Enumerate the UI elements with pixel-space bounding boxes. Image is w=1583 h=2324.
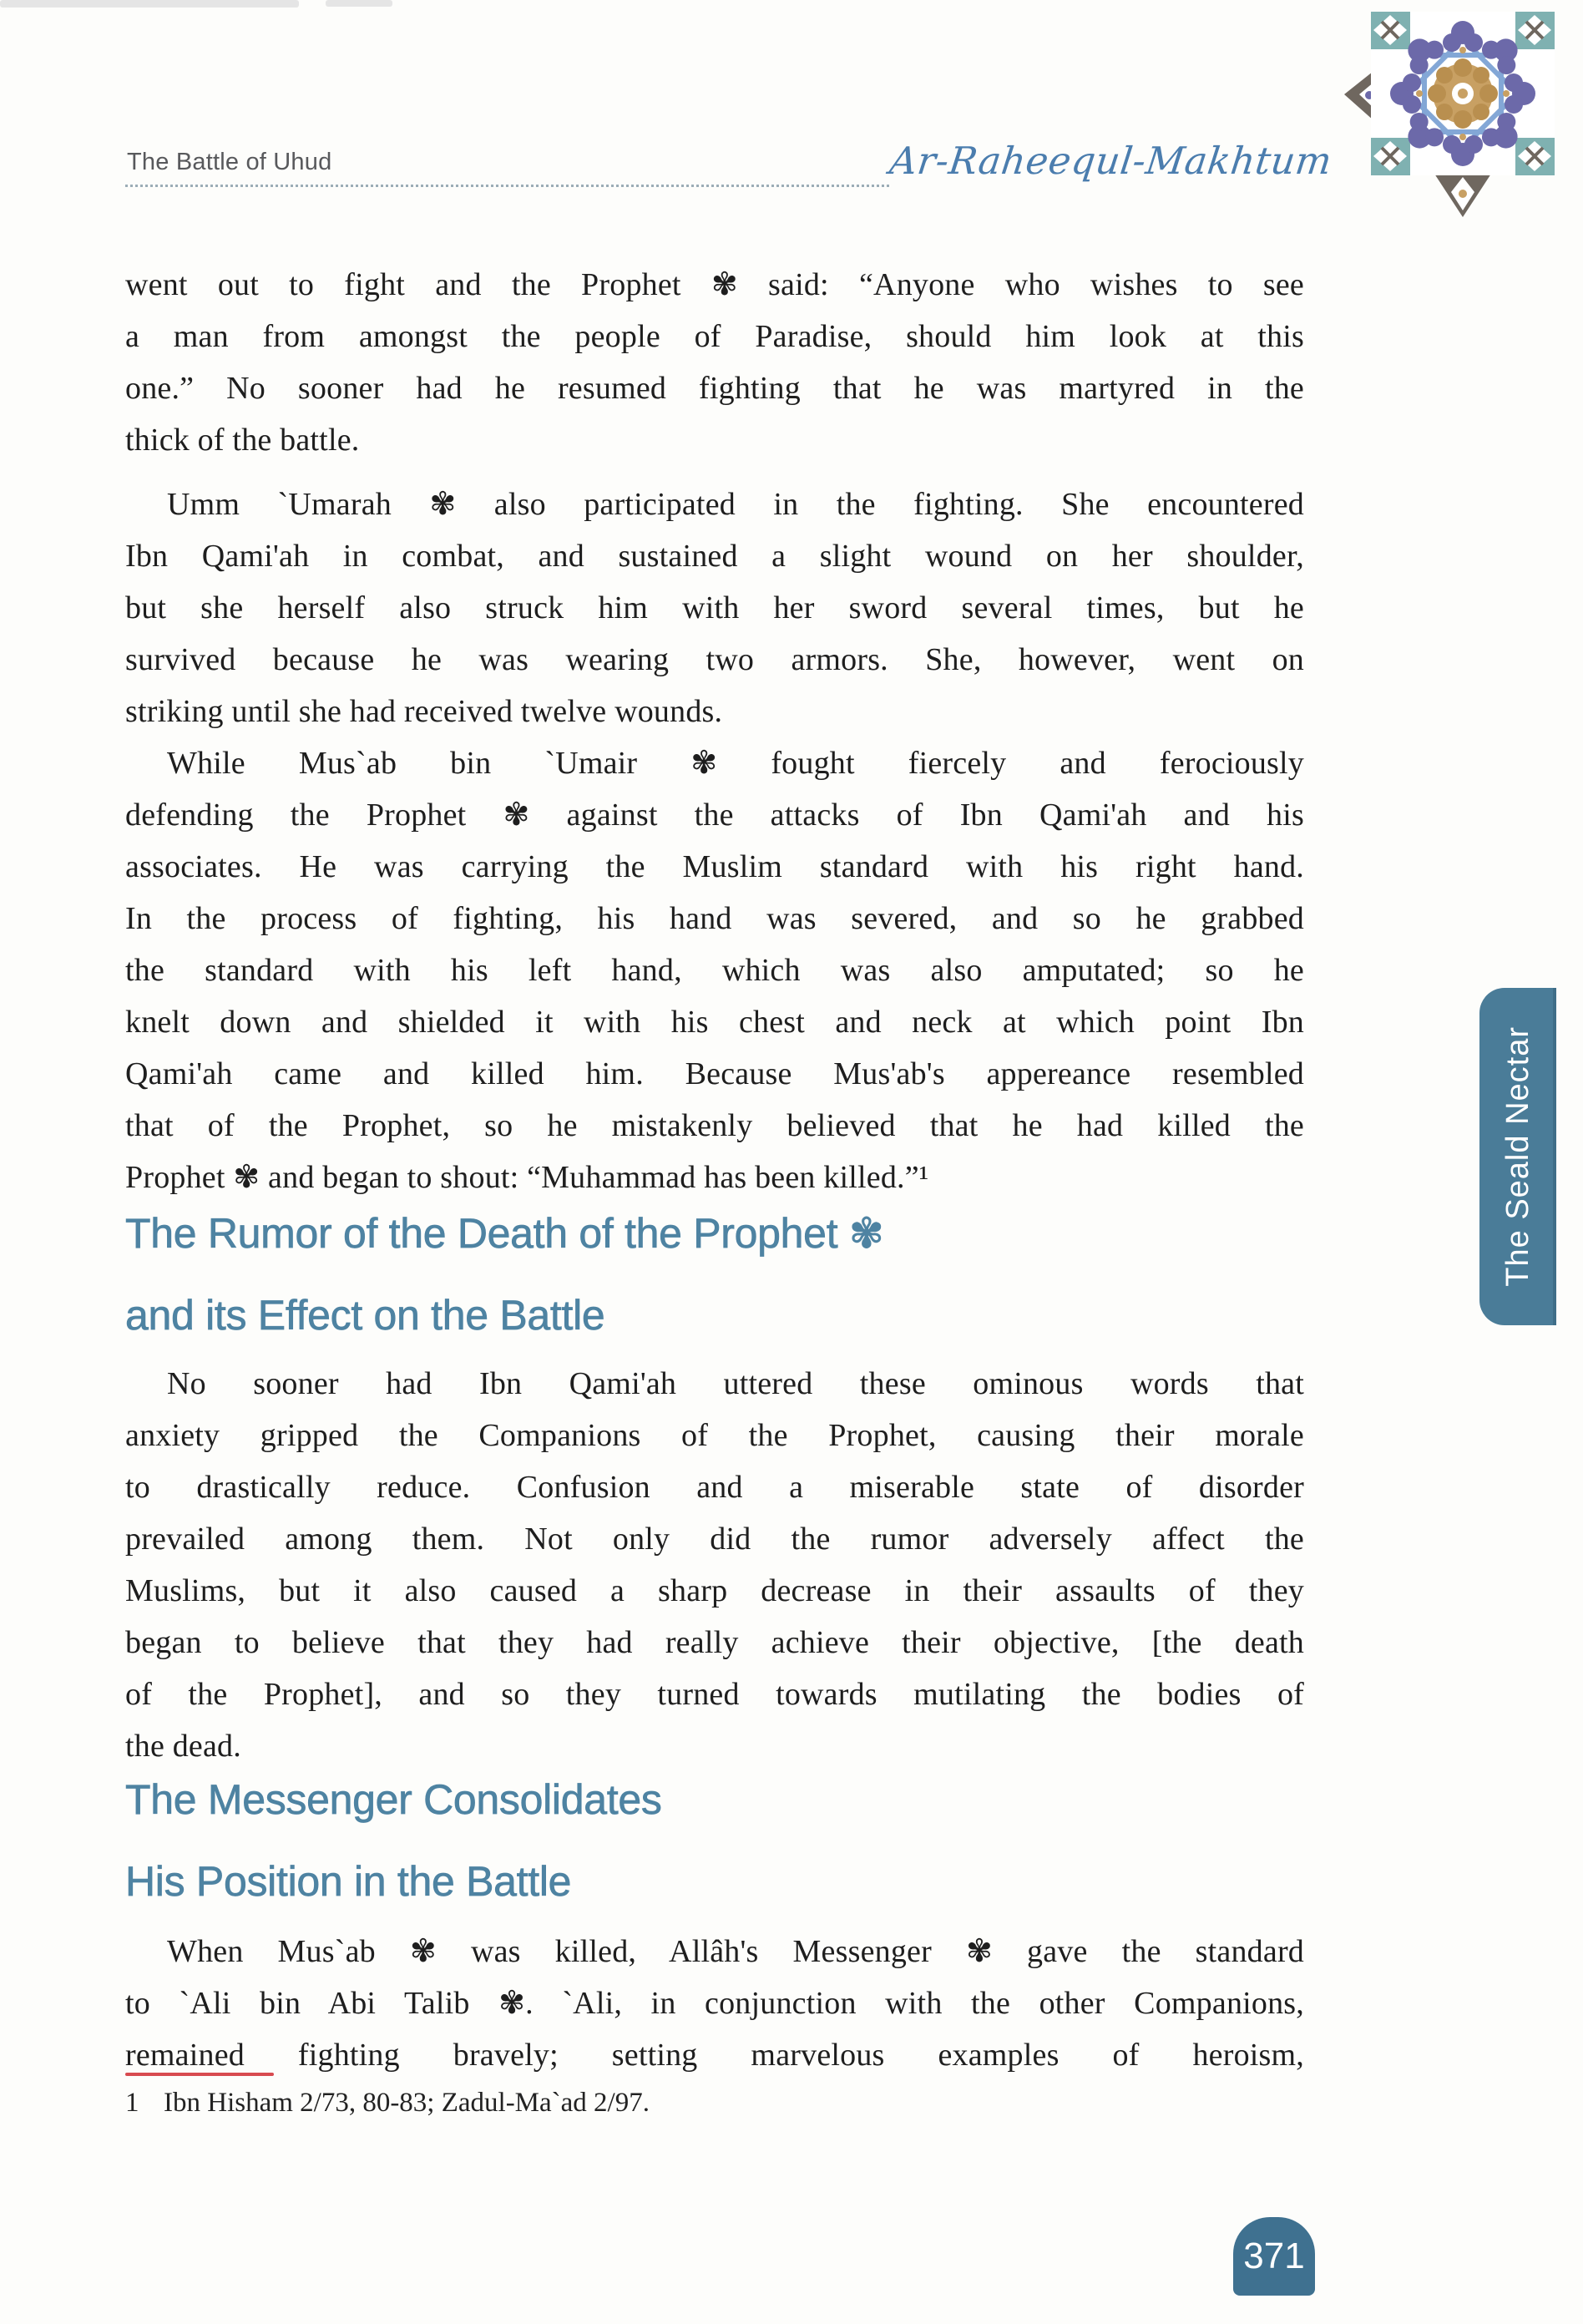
text-line: In the process of fighting, his hand was severed, and so he grabbed xyxy=(125,901,1304,936)
text-line: While Mus`ab bin `Umair ✾ fought fiercely and ferociously xyxy=(167,746,1304,781)
text-line: associates. He was carrying the Muslim standard with his right hand. xyxy=(125,849,1304,884)
text-line: Umm `Umarah ✾ also participated in the fighting. She encountered xyxy=(167,487,1304,522)
text-line: one.” No sooner had he resumed fighting that he was martyred in the xyxy=(125,371,1304,406)
section-heading: His Position in the Battle xyxy=(125,1858,572,1905)
text-line: that of the Prophet, so he mistakenly believed that he had killed the xyxy=(125,1108,1304,1143)
body-paragraph xyxy=(125,1926,1304,2081)
text-line: to `Ali bin Abi Talib ✾. `Ali, in conjunction with the other Companions, xyxy=(125,1986,1304,2021)
section-heading: The Rumor of the Death of the Prophet ✾ xyxy=(125,1210,884,1257)
body-paragraph xyxy=(125,1358,1304,1772)
footnote xyxy=(125,2088,1304,2119)
running-header-section: The Battle of Uhud xyxy=(127,149,332,175)
text-line: survived because he was wearing two armors. She, however, went on xyxy=(125,642,1304,677)
text-line: went out to fight and the Prophet ✾ said: “Anyone who wishes to see xyxy=(125,267,1304,302)
text-line: the dead. xyxy=(125,1729,241,1764)
text-line: prevailed among them. Not only did the rumor adversely affect the xyxy=(125,1521,1304,1557)
text-line: When Mus`ab ✾ was killed, Allâh's Messenger ✾ gave the standard xyxy=(167,1934,1304,1969)
page-number-badge: 371 xyxy=(1233,2217,1315,2296)
body-paragraph xyxy=(125,478,1304,737)
scan-artifact xyxy=(0,0,299,8)
header-dotted-rule xyxy=(125,163,889,187)
body-paragraph xyxy=(125,259,1304,466)
red-underline-annotation xyxy=(125,2073,274,2076)
text-line: Prophet ✾ and began to shout: “Muhammad has been killed.”¹ xyxy=(125,1160,929,1195)
section-heading: The Messenger Consolidates xyxy=(125,1776,662,1823)
text-line: the standard with his left hand, which was also amputated; so he xyxy=(125,953,1304,988)
text-line: No sooner had Ibn Qami'ah uttered these ominous words that xyxy=(167,1366,1304,1401)
text-line: Ibn Qami'ah in combat, and sustained a slight wound on her shoulder, xyxy=(125,539,1304,574)
islamic-ornament-icon xyxy=(1343,10,1555,220)
text-line: knelt down and shielded it with his chest and neck at which point Ibn xyxy=(125,1005,1304,1040)
body-paragraph xyxy=(125,737,1304,1203)
text-line: but she herself also struck him with her sword several times, but he xyxy=(125,590,1304,625)
footnote-text: Ibn Hisham 2/73, 80-83; Zadul-Ma`ad 2/97. xyxy=(164,2088,650,2118)
text-line: a man from amongst the people of Paradise, should him look at this xyxy=(125,319,1304,354)
chapter-side-tab xyxy=(1479,988,1556,1325)
running-header-book-title: Ar-Raheequl-Makhtum xyxy=(887,139,1335,183)
text-line: of the Prophet], and so they turned towards mutilating the bodies of xyxy=(125,1677,1304,1712)
text-line: to drastically reduce. Confusion and a miserable state of disorder xyxy=(125,1470,1304,1505)
text-line: thick of the battle. xyxy=(125,423,360,458)
text-line: defending the Prophet ✾ against the attacks of Ibn Qami'ah and his xyxy=(125,797,1304,833)
footnote-marker: 1 xyxy=(125,2088,139,2118)
scan-artifact xyxy=(326,0,392,7)
text-line: Muslims, but it also caused a sharp decrease in their assaults of they xyxy=(125,1573,1304,1608)
text-line: anxiety gripped the Companions of the Prophet, causing their morale xyxy=(125,1418,1304,1453)
chapter-side-tab-label: The Seald Nectar xyxy=(1500,1026,1535,1287)
text-line: striking until she had received twelve wounds. xyxy=(125,694,723,729)
section-heading: and its Effect on the Battle xyxy=(125,1292,605,1339)
text-line: began to believe that they had really achieve their objective, [the death xyxy=(125,1625,1304,1660)
text-line: Qami'ah came and killed him. Because Mus'ab's appereance resembled xyxy=(125,1056,1304,1091)
text-line: remained fighting bravely; setting marvelous examples of heroism, xyxy=(125,2038,1304,2073)
